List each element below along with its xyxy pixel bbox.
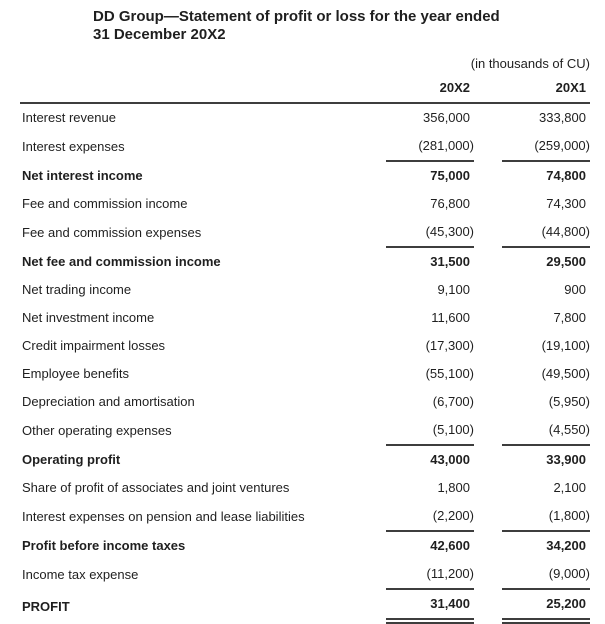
value-20x1: 74,800	[546, 168, 586, 183]
table-row	[20, 190, 590, 218]
value-20x2: 31,500	[430, 254, 470, 269]
row-label: Income tax expense	[22, 567, 139, 582]
row-label: Interest revenue	[22, 110, 116, 125]
value-20x1: (49,500)	[541, 366, 590, 381]
value-20x1: (19,100)	[541, 338, 590, 353]
value-20x2: (281,000)	[386, 132, 474, 161]
row-label: Credit impairment losses	[22, 338, 166, 353]
table-row	[20, 132, 590, 161]
column-gap	[474, 332, 502, 360]
value-20x1: 25,200	[502, 589, 590, 621]
table-row	[20, 304, 590, 332]
table-row	[20, 247, 590, 276]
column-gap	[474, 502, 502, 531]
value-20x2: 43,000	[430, 452, 470, 467]
statement-title	[93, 8, 500, 43]
column-header-20x2: 20X2	[386, 80, 474, 103]
table-row	[20, 502, 590, 531]
table-body	[20, 103, 590, 621]
value-20x2: 1,800	[437, 480, 470, 495]
column-gap	[474, 218, 502, 247]
value-20x1: 900	[564, 282, 586, 297]
column-gap	[474, 560, 502, 589]
value-20x2: 76,800	[430, 196, 470, 211]
column-gap	[474, 304, 502, 332]
value-20x1: 2,100	[553, 480, 586, 495]
value-20x2: 9,100	[437, 282, 470, 297]
row-label: Interest expenses	[22, 139, 125, 154]
column-gap	[474, 103, 502, 132]
value-20x2: (17,300)	[425, 338, 474, 353]
row-label: Fee and commission expenses	[22, 225, 202, 240]
column-gap	[474, 445, 502, 474]
row-label: Operating profit	[22, 452, 121, 467]
value-20x1: (259,000)	[502, 132, 590, 161]
value-20x1: 74,300	[546, 196, 586, 211]
value-20x1: (1,800)	[502, 502, 590, 531]
statement-title-line-2: 31 December 20X2	[93, 25, 226, 43]
row-label: Profit before income taxes	[22, 538, 186, 553]
row-label: Share of profit of associates and joint ventures	[22, 480, 290, 495]
value-20x1: 34,200	[546, 538, 586, 553]
value-20x1: 7,800	[553, 310, 586, 325]
value-20x2: 11,600	[431, 310, 470, 325]
table-row	[20, 560, 590, 589]
row-label: Net trading income	[22, 282, 132, 297]
value-20x1: 29,500	[546, 254, 586, 269]
column-gap	[474, 474, 502, 502]
table-row	[20, 161, 590, 190]
value-20x2: (2,200)	[386, 502, 474, 531]
column-gap	[474, 360, 502, 388]
table-row	[20, 445, 590, 474]
column-gap	[474, 247, 502, 276]
value-20x2: 356,000	[423, 110, 470, 125]
row-label: Depreciation and amortisation	[22, 394, 195, 409]
row-label: Other operating expenses	[22, 423, 172, 438]
row-label: Net interest income	[22, 168, 143, 183]
column-header-20x1: 20X1	[502, 80, 590, 103]
column-gap	[474, 276, 502, 304]
value-20x2: 31,400	[386, 589, 474, 621]
table-row	[20, 388, 590, 416]
value-20x1: (4,550)	[502, 416, 590, 445]
column-gap	[474, 132, 502, 161]
value-20x2: 75,000	[430, 168, 470, 183]
table-row	[20, 332, 590, 360]
table-row	[20, 218, 590, 247]
table-row	[20, 276, 590, 304]
value-20x2: (6,700)	[432, 394, 474, 409]
column-header-row	[20, 80, 590, 103]
table-row	[20, 416, 590, 445]
row-label: Employee benefits	[22, 366, 129, 381]
value-20x2: (5,100)	[386, 416, 474, 445]
column-gap	[474, 388, 502, 416]
value-20x2: (11,200)	[386, 560, 474, 589]
value-20x2: 42,600	[430, 538, 470, 553]
statement-title-line-1: DD Group—Statement of profit or loss for the year ended	[93, 8, 500, 25]
column-gap	[474, 161, 502, 190]
row-label: Fee and commission income	[22, 196, 188, 211]
column-gap	[474, 531, 502, 560]
column-gap	[474, 416, 502, 445]
column-gap	[474, 80, 502, 103]
row-label: Interest expenses on pension and lease liabilities	[22, 509, 305, 524]
row-label: Net investment income	[22, 310, 155, 325]
value-20x1: 333,800	[539, 110, 586, 125]
table-row	[20, 474, 590, 502]
table-row	[20, 103, 590, 132]
value-20x1: 33,900	[546, 452, 586, 467]
row-label: PROFIT	[22, 599, 70, 614]
column-gap	[474, 190, 502, 218]
table-row	[20, 531, 590, 560]
table-row	[20, 589, 590, 621]
value-20x2: (55,100)	[425, 366, 474, 381]
value-20x2: (45,300)	[386, 218, 474, 247]
column-header-empty	[20, 80, 386, 103]
value-20x1: (9,000)	[502, 560, 590, 589]
row-label: Net fee and commission income	[22, 254, 221, 269]
units-note: (in thousands of CU)	[470, 56, 590, 71]
table-row	[20, 360, 590, 388]
value-20x1: (44,800)	[502, 218, 590, 247]
value-20x1: (5,950)	[548, 394, 590, 409]
column-gap	[474, 589, 502, 621]
profit-loss-table	[20, 80, 590, 624]
